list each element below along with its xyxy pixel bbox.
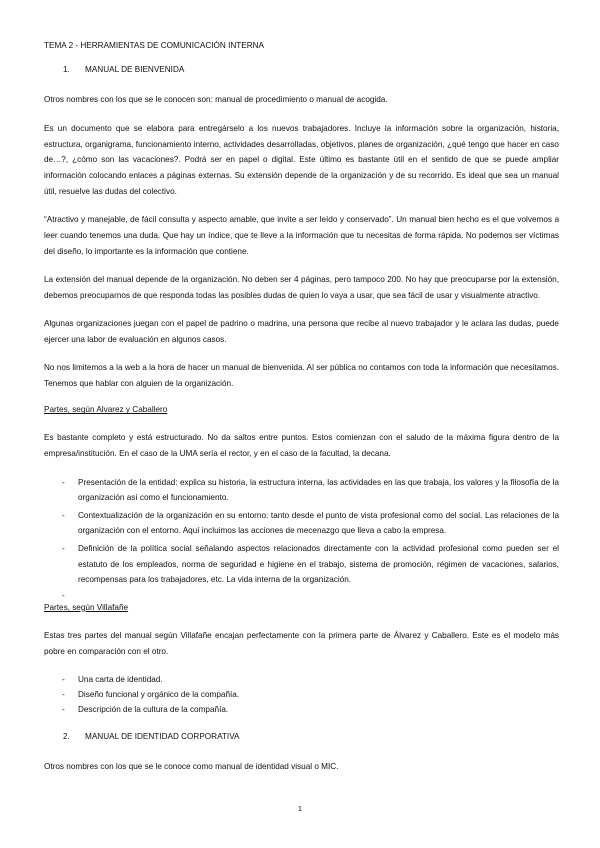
list-item-text: Descripción de la cultura de la compañía.: [78, 704, 229, 714]
list-item: [44, 702, 559, 717]
list-item-text: Contextualización de la organización en su entorno: tanto desde el punto de vista profesional como del social. Las relaciones de la organización con el entorno. Aquí incluimos las acciones de mecenazgo que lleva a cabo la empresa.: [78, 510, 559, 536]
list-item-text: Definición de la política social señalando aspectos relacionados directamente con la actividad profesional como pueden ser el estatuto de los empleados, norma de seguridad e higiene en el trabajo, sistema de promoción, régimen de vacaciones, salarios, recompensas para los trabajadores, etc. La vida interna de la organización.: [78, 543, 559, 585]
section-heading-2: [44, 731, 559, 742]
subsection-heading: Partes, según Villafañe: [44, 602, 129, 612]
paragraph: Es bastante completo y está estructurado. No da saltos entre puntos. Estos comienzan con el saludo de la máxima figura dentro de la empresa/institución. En el caso de la UMA sería el rector, y en el caso de la facultad, la decana.: [44, 433, 559, 459]
list-item-text: Una carta de identidad.: [78, 674, 163, 684]
list-item: [44, 508, 559, 539]
section-title: MANUAL DE IDENTIDAD CORPORATIVA: [85, 731, 240, 741]
dash-marker: -: [62, 543, 65, 553]
dash-marker: -: [62, 689, 65, 699]
document-title: TEMA 2 - HERRAMIENTAS DE COMUNICACIÓN INTERNA: [44, 41, 265, 50]
paragraph: Otros nombres con los que se le conoce como manual de identidad visual o MIC.: [44, 761, 339, 771]
dash-marker: -: [62, 704, 65, 714]
list-item: [44, 672, 559, 687]
dash-marker: -: [62, 477, 65, 487]
bullet-list: [44, 672, 559, 717]
list-item: [44, 687, 559, 702]
section-heading-1: [44, 64, 559, 75]
section-number: 1.: [63, 65, 70, 74]
page-number: 1: [297, 804, 303, 813]
paragraph: Estas tres partes del manual según Villafañe encajan perfectamente con la primera parte de Álvarez y Caballero. Este es el modelo más pobre en comparación con el otro.: [44, 630, 559, 656]
list-item-text: Presentación de la entidad: explica su historia, la estructura interna, las actividades en las que trabaja, los valores y la filosofía de la organización así como el funcionamiento.: [78, 477, 559, 503]
paragraph: Es un documento que se elabora para entregárselo a los nuevos trabajadores. Incluye la información sobre la organización, historia, estructura, organigrama, funcionamiento interno, actividades desarrolladas, objetivos, planes de organización, ¿qué tengo que hacer en caso de…?, ¿cómo son las vacaciones?. Podrá ser en papel o digital. Este último es bastante útil en el sentido de que se puede ampliar información colocando enlaces a páginas externas. Su extensión depende de la organización y de su recorrido. Es ideal que sea un manual útil, resuelve las dudas del colectivo.: [44, 123, 559, 196]
dash-marker: -: [62, 510, 65, 520]
paragraph: La extensión del manual depende de la organización. No deben ser 4 páginas, pero tampoco 200. No hay que preocuparse por la extensión, debemos preocuparnos de que responda todas las posibles dudas de quien lo vaya a usar, que sea fácil de usar y visualmente atractivo.: [44, 275, 559, 300]
list-item: [44, 541, 559, 588]
bullet-list: [44, 475, 559, 588]
paragraph: No nos limitemos a la web a la hora de hacer un manual de bienvenida. Al ser pública no contamos con toda la información que necesitamos. Tenemos que hablar con alguien de la organización.: [44, 363, 559, 389]
subsection-heading: Partes, según Alvarez y Caballero: [44, 405, 168, 415]
section-title: MANUAL DE BIENVENIDA: [85, 65, 185, 74]
paragraph: “Atractivo y manejable, de fácil consulta y aspecto amable, que invite a ser leído y conservado”. Un manual bien hecho es el que volvemos a leer cuando tenemos una duda. Que hay un índice, que te lleve a la información que tu necesitas de forma rápida. No podemos ser víctimas del diseño, lo importante es la información que contiene.: [44, 215, 559, 256]
paragraph: Algunas organizaciones juegan con el papel de padrino o madrina, una persona que recibe al nuevo trabajador y le aclara las dudas, puede ejercer una labor de evaluación en algunos casos.: [44, 319, 559, 345]
dash-marker: -: [62, 674, 65, 684]
section-number: 2.: [63, 731, 70, 741]
list-item: [44, 475, 559, 506]
list-item-text: Diseño funcional y orgánico de la compañía.: [78, 689, 240, 699]
paragraph: Otros nombres con los que se le conocen son: manual de procedimiento o manual de acogida.: [44, 95, 388, 104]
empty-dash-marker: -: [62, 590, 65, 600]
